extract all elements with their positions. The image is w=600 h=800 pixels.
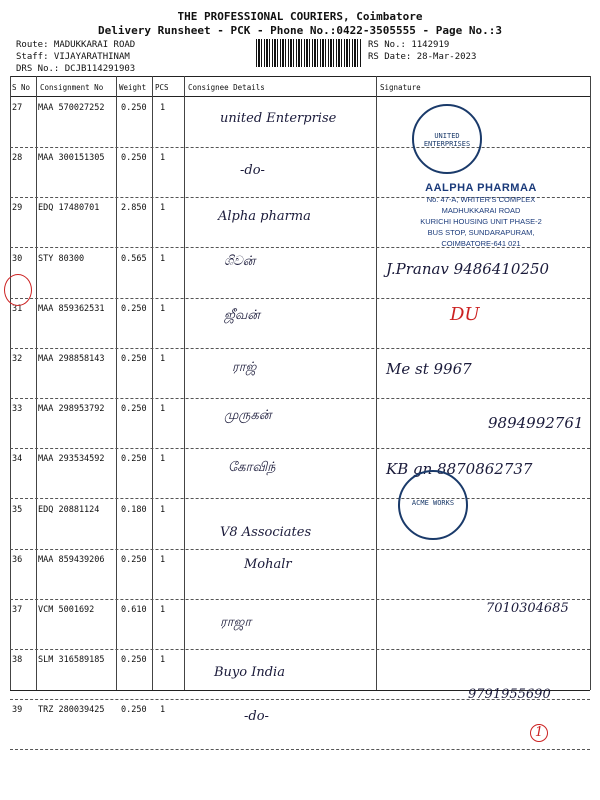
rs-number: RS No.: 1142919 bbox=[368, 40, 450, 50]
consignee-handwriting: -do- bbox=[240, 163, 265, 179]
document-title: THE PROFESSIONAL COURIERS, Coimbatore bbox=[177, 10, 423, 23]
table-row bbox=[10, 248, 590, 299]
weight-cell: 2.850 bbox=[121, 203, 147, 214]
row-divider bbox=[10, 749, 590, 750]
consignment-cell: MAA 859439206 bbox=[38, 554, 105, 565]
table-row bbox=[10, 348, 590, 399]
consignment-cell: MAA 570027252 bbox=[38, 103, 105, 113]
consignee-handwriting: Alpha pharma bbox=[218, 209, 311, 225]
consignee-handwriting: Mohalr bbox=[244, 556, 292, 572]
consignee-handwriting: ராஜ் bbox=[232, 360, 257, 375]
table-top-rule bbox=[10, 76, 590, 77]
consignment-cell: MAA 298858143 bbox=[38, 354, 105, 364]
sno-cell: 37 bbox=[12, 605, 23, 615]
pcs-cell: 1 bbox=[160, 504, 166, 515]
weight-cell: 0.250 bbox=[121, 153, 147, 164]
pcs-cell: 1 bbox=[160, 605, 166, 615]
pcs-cell: 1 bbox=[160, 454, 166, 465]
pcs-cell: 1 bbox=[160, 303, 166, 314]
pcs-cell: 1 bbox=[160, 655, 166, 666]
weight-cell: 0.565 bbox=[121, 253, 147, 264]
consignment-cell: EDQ 17480701 bbox=[38, 203, 100, 214]
col-consignment: Consignment No bbox=[40, 83, 104, 92]
sno-cell: 35 bbox=[12, 504, 23, 515]
signature-handwriting: 9894992761 bbox=[488, 414, 584, 433]
sno-cell: 28 bbox=[12, 153, 23, 164]
table-row bbox=[10, 549, 590, 600]
consignment-cell: TRZ 280039425 bbox=[38, 705, 105, 716]
table-row bbox=[10, 398, 590, 449]
consignment-cell: MAA 300151305 bbox=[38, 153, 105, 164]
consignee-handwriting: ශිවன் bbox=[224, 253, 256, 269]
consignee-handwriting: ஜீவன் bbox=[224, 307, 260, 323]
signature-handwriting: DU bbox=[450, 303, 480, 325]
pcs-cell: 1 bbox=[160, 103, 166, 113]
pcs-cell: 1 bbox=[160, 554, 166, 565]
weight-cell: 0.250 bbox=[121, 454, 147, 465]
sno-cell: 36 bbox=[12, 554, 23, 565]
col-consignee: Consignee Details bbox=[188, 83, 265, 92]
signature-handwriting: 7010304685 bbox=[486, 601, 569, 616]
row-31-highlight-circle bbox=[4, 274, 32, 306]
col-divider bbox=[590, 76, 591, 690]
consignee-handwriting: V8 Associates bbox=[220, 524, 312, 540]
weight-cell: 0.250 bbox=[121, 655, 147, 666]
consignee-handwriting: united Enterprise bbox=[220, 111, 337, 126]
weight-cell: 0.180 bbox=[121, 504, 147, 515]
consignee-handwriting: ராஜா bbox=[220, 615, 252, 630]
document-subtitle: Delivery Runsheet - PCK - Phone No.:0422-3505555 - Page No.:3 bbox=[98, 24, 502, 37]
consignment-cell: MAA 859362531 bbox=[38, 303, 105, 314]
pcs-cell: 1 bbox=[160, 203, 166, 214]
table-row bbox=[10, 97, 590, 148]
signature-handwriting: 9791955690 bbox=[468, 687, 551, 703]
sno-cell: 31 bbox=[12, 303, 23, 314]
pcs-cell: 1 bbox=[160, 253, 166, 264]
united-enterprises-stamp: UNITED ENTERPRISES bbox=[412, 104, 482, 174]
works-stamp: ACME WORKS bbox=[398, 470, 468, 540]
table-row bbox=[10, 298, 590, 349]
table-row bbox=[10, 599, 590, 650]
page-mark: 1 bbox=[530, 724, 548, 742]
col-pcs: PCS bbox=[155, 83, 169, 92]
consignee-handwriting: Buyo India bbox=[214, 665, 285, 681]
pcs-cell: 1 bbox=[160, 404, 166, 415]
sno-cell: 33 bbox=[12, 404, 23, 415]
col-weight: Weight bbox=[119, 83, 147, 92]
signature-handwriting: J.Pranav 9486410250 bbox=[386, 259, 550, 278]
drs-label: DRS No.: DCJB114291903 bbox=[16, 64, 136, 74]
weight-cell: 0.610 bbox=[121, 605, 147, 615]
sno-cell: 32 bbox=[12, 354, 23, 364]
consignment-cell: EDQ 20881124 bbox=[38, 504, 100, 515]
col-signature: Signature bbox=[380, 83, 421, 92]
sno-cell: 38 bbox=[12, 655, 23, 666]
sno-cell: 27 bbox=[12, 103, 23, 113]
weight-cell: 0.250 bbox=[121, 705, 147, 716]
pcs-cell: 1 bbox=[160, 354, 166, 364]
rs-date: RS Date: 28-Mar-2023 bbox=[368, 52, 477, 62]
staff-label: Staff: VIJAYARATHINAM bbox=[16, 52, 130, 62]
weight-cell: 0.250 bbox=[121, 103, 147, 113]
weight-cell: 0.250 bbox=[121, 354, 147, 364]
consignment-cell: MAA 298953792 bbox=[38, 404, 105, 415]
sno-cell: 29 bbox=[12, 203, 23, 214]
pcs-cell: 1 bbox=[160, 153, 166, 164]
consignment-cell: SLM 316589185 bbox=[38, 655, 105, 666]
consignee-handwriting: கோவிந் bbox=[228, 460, 276, 476]
col-sno: S No bbox=[12, 83, 31, 92]
route-label: Route: MADUKKARAI ROAD bbox=[16, 40, 136, 50]
sno-cell: 34 bbox=[12, 454, 23, 465]
sno-cell: 39 bbox=[12, 705, 23, 716]
pcs-cell: 1 bbox=[160, 705, 166, 716]
weight-cell: 0.250 bbox=[121, 554, 147, 565]
consignment-cell: STY 80300 bbox=[38, 253, 85, 264]
barcode bbox=[256, 39, 362, 67]
weight-cell: 0.250 bbox=[121, 303, 147, 314]
weight-cell: 0.250 bbox=[121, 404, 147, 415]
signature-handwriting: Me st 9967 bbox=[386, 360, 472, 378]
aalpha-pharmaa-stamp: AALPHA PHARMAA No. 47-A, WRITER'S COMPLEX MADHUKKARAI ROAD KURICHI HOUSING UNIT PHASE-2 BUS STOP, SUNDARAPURAM, COIMBATORE-641 021 bbox=[420, 182, 542, 248]
consignee-handwriting: -do- bbox=[244, 709, 269, 725]
table-row bbox=[10, 448, 590, 499]
sno-cell: 30 bbox=[12, 253, 23, 264]
table-row bbox=[10, 499, 590, 550]
consignment-cell: MAA 293534592 bbox=[38, 454, 105, 465]
consignee-handwriting: முருகன் bbox=[224, 408, 272, 424]
signature-handwriting: KB gn 8870862737 bbox=[386, 460, 533, 479]
table-row bbox=[10, 687, 590, 750]
consignment-cell: VCM 5001692 bbox=[38, 605, 95, 615]
